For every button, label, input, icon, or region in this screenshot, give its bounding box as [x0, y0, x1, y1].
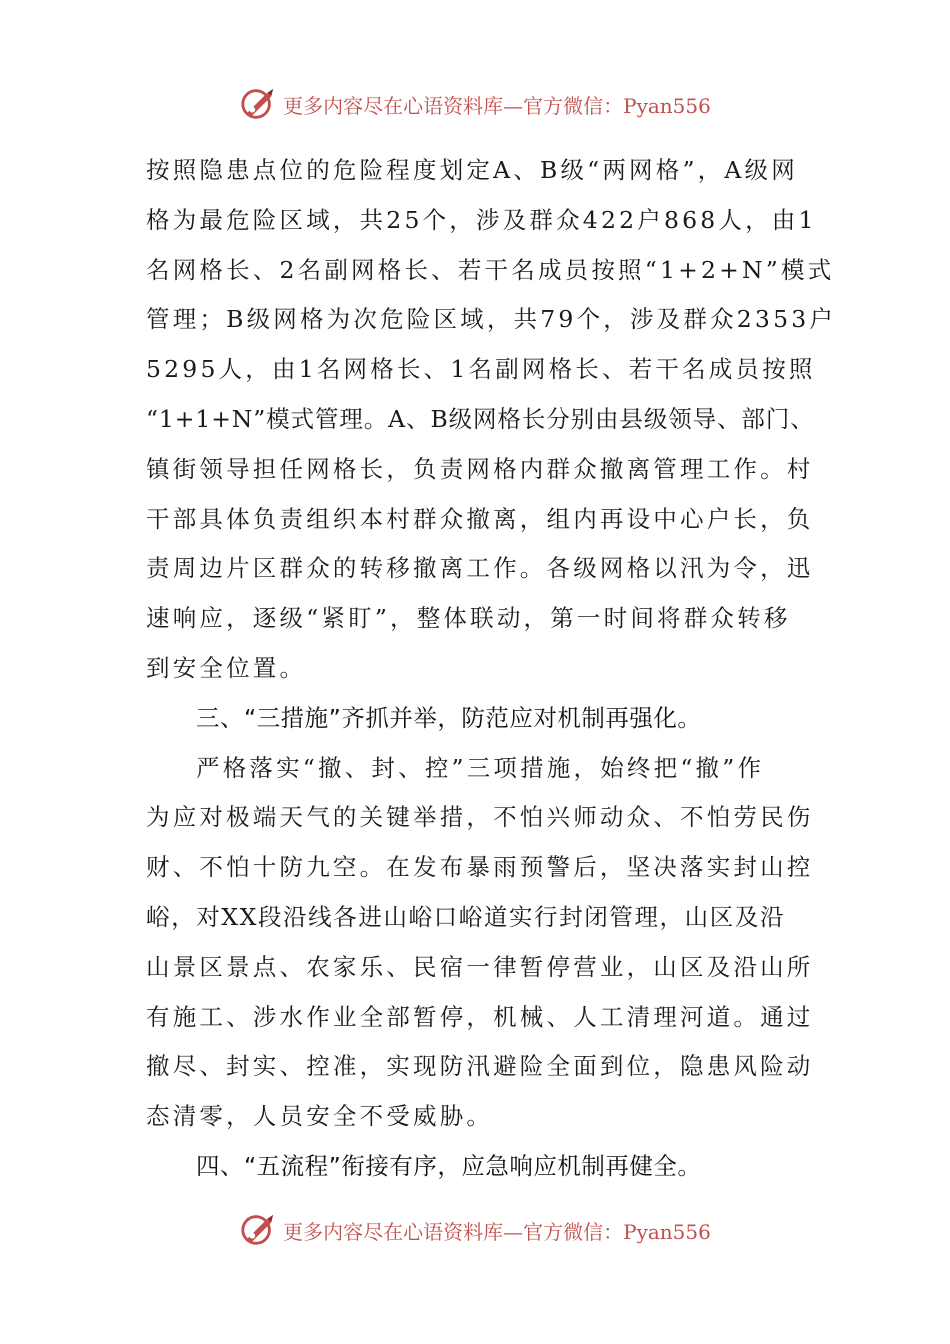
watermark-text: 更多内容尽在心语资料库—官方微信：Pyan556	[283, 93, 711, 118]
body-line: 有施工、涉水作业全部暂停，机械、人工清理河道。通过	[146, 1002, 814, 1031]
footer-watermark	[0, 1210, 950, 1250]
pen-logo-icon	[239, 1211, 277, 1249]
body-line: 峪，对XX段沿线各进山峪口峪道实行封闭管理，山区及沿	[146, 902, 786, 931]
header-watermark	[0, 84, 950, 124]
body-line: 到安全位置。	[146, 653, 307, 682]
body-line: 格为最危险区域，共25个，涉及群众422户868人，由1	[146, 205, 817, 234]
body-line: 5295人，由1名网格长、1名副网格长、若干名成员按照	[146, 355, 816, 384]
section-heading-4: 四、“五流程”衔接有序，应急响应机制再健全。	[196, 1151, 702, 1180]
body-line: 为应对极端天气的关键举措，不怕兴师动众、不怕劳民伤	[146, 803, 814, 832]
body-line: 管理；B级网格为次危险区域，共79个，涉及群众2353户	[146, 305, 837, 334]
section-heading-3: 三、“三措施”齐抓并举，防范应对机制再强化。	[196, 703, 702, 732]
body-line: 财、不怕十防九空。在发布暴雨预警后，坚决落实封山控	[146, 853, 814, 882]
watermark-text: 更多内容尽在心语资料库—官方微信：Pyan556	[283, 1219, 711, 1244]
pen-logo-icon	[239, 85, 277, 123]
body-line: 责周边片区群众的转移撤离工作。各级网格以汛为令，迅	[146, 554, 814, 583]
body-line: 干部具体负责组织本村群众撤离，组内再设中心户长，负	[146, 504, 814, 533]
document-body	[146, 146, 837, 1192]
body-line: 严格落实“撤、封、控”三项措施，始终把“撤”作	[196, 753, 765, 782]
body-line: 镇街领导担任网格长，负责网格内群众撤离管理工作。村	[146, 454, 814, 483]
body-line: 态清零，人员安全不受威胁。	[146, 1102, 494, 1131]
body-line: “1+1+N”模式管理。A、B级网格长分别由县级领导、部门、	[146, 404, 815, 433]
body-line: 按照隐患点位的危险程度划定A、B级“两网格”，A级网	[146, 156, 798, 184]
body-line: 名网格长、2名副网格长、若干名成员按照“1+2+N”模式	[146, 255, 835, 284]
body-line: 撤尽、封实、控准，实现防汛避险全面到位，隐患风险动	[146, 1052, 814, 1081]
body-line: 速响应，逐级“紧盯”，整体联动，第一时间将群众转移	[146, 604, 791, 633]
body-line: 山景区景点、农家乐、民宿一律暂停营业，山区及沿山所	[146, 952, 814, 981]
